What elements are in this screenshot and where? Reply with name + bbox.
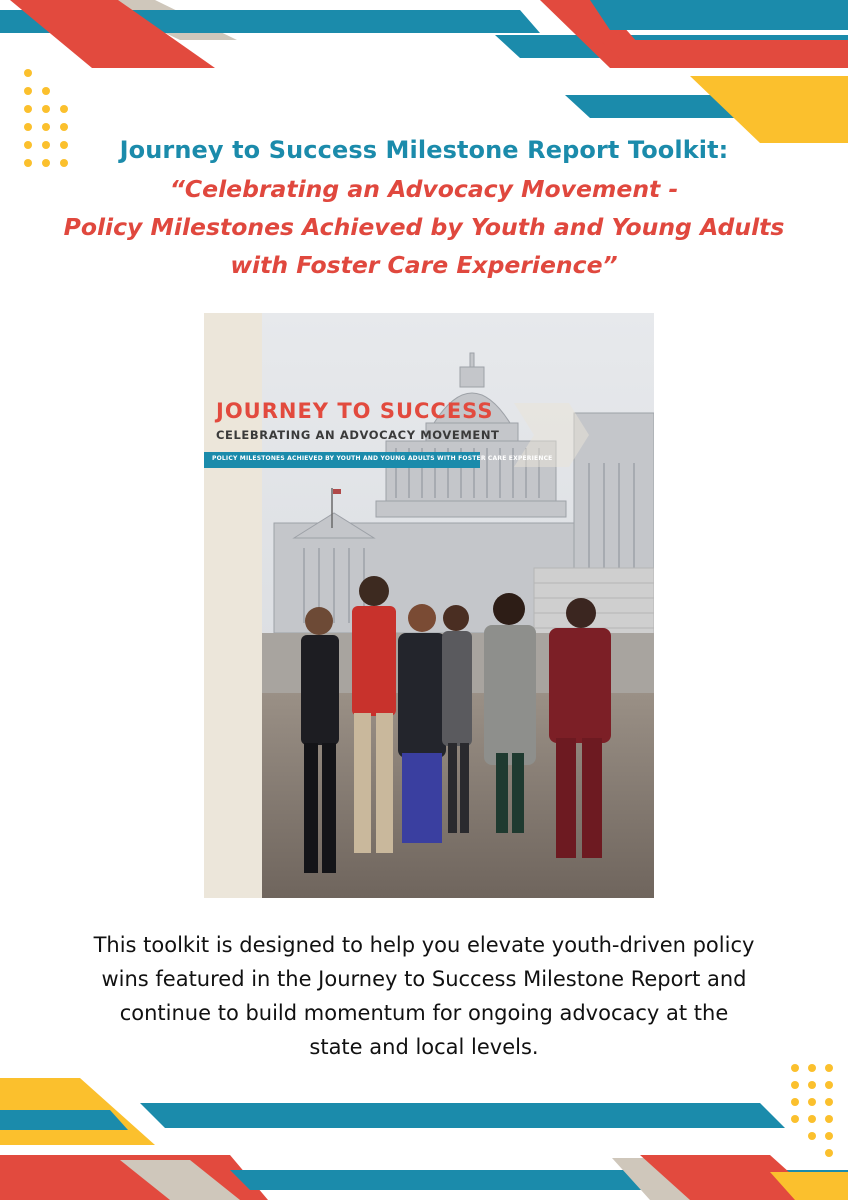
subtitle-line-1: “Celebrating an Advocacy Movement - xyxy=(169,175,679,203)
page-title: Journey to Success Milestone Report Toolkit: xyxy=(119,136,729,164)
cover-title: JOURNEY TO SUCCESS xyxy=(216,399,494,423)
toolkit-description: This toolkit is designed to help you elevate youth-driven policy wins featured in the Journey to Success Milestone Report and continue to build momentum for ongoing advocacy at the state and local levels. xyxy=(93,933,755,1059)
bottom-left-teal-band-2 xyxy=(0,1110,128,1130)
report-cover-image xyxy=(204,313,654,898)
cover-band-text: POLICY MILESTONES ACHIEVED BY YOUTH AND YOUNG ADULTS WITH FOSTER CARE EXPERIENCE xyxy=(212,455,553,462)
top-right-teal-band-2 xyxy=(590,0,848,30)
subtitle-line-2: Policy Milestones Achieved by Youth and Young Adults xyxy=(63,213,785,241)
subtitle-line-3: with Foster Care Experience” xyxy=(230,251,618,279)
title-block xyxy=(40,136,808,284)
cover-subtitle: CELEBRATING AN ADVOCACY MOVEMENT xyxy=(216,428,500,442)
bottom-right-dot-grid xyxy=(791,1064,833,1157)
cover-band xyxy=(204,452,553,468)
top-right-coral-band xyxy=(600,40,848,68)
bottom-left-teal-band xyxy=(140,1103,785,1128)
